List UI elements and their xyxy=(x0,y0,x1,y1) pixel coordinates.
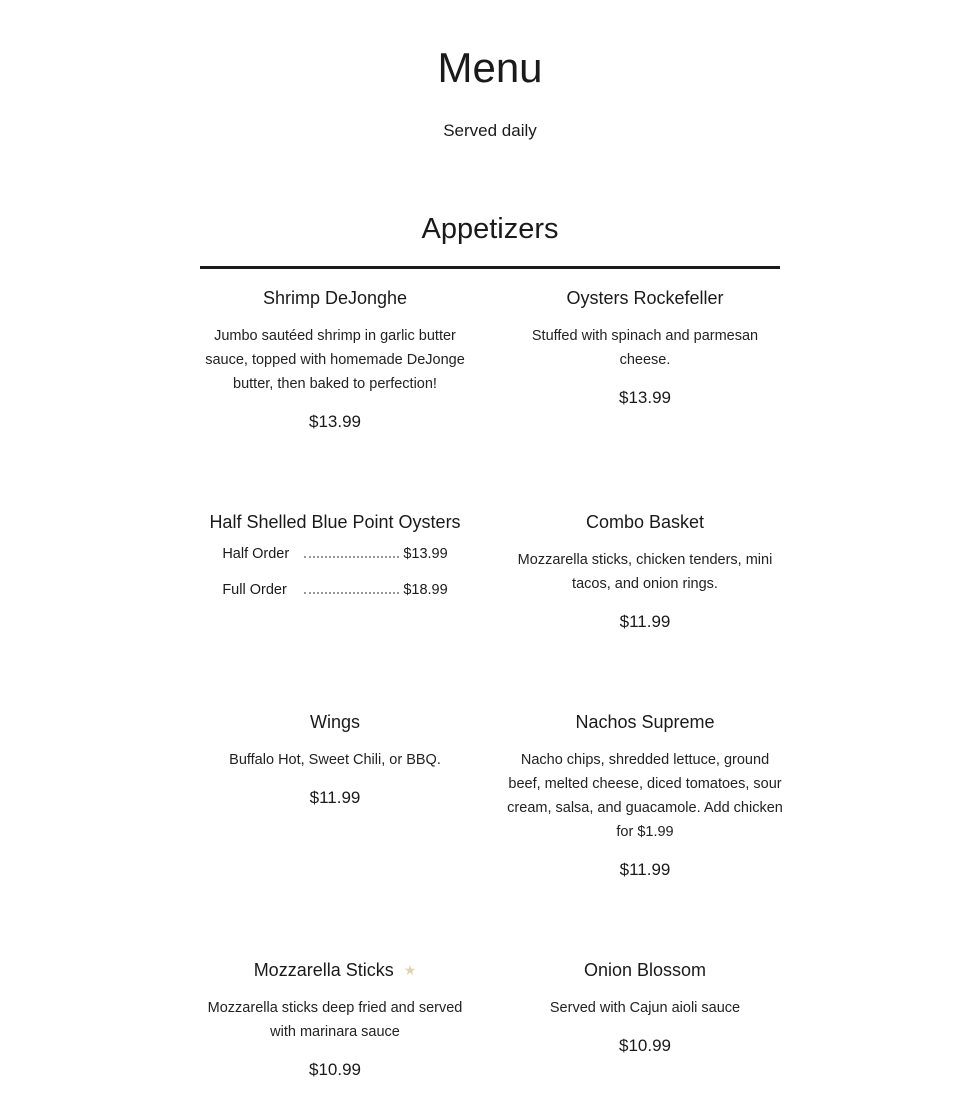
item-price: $13.99 xyxy=(309,412,361,431)
item-name: Half Shelled Blue Point Oysters xyxy=(209,512,461,532)
item-variant xyxy=(195,582,475,606)
item-name: Wings xyxy=(309,712,360,732)
item-name: Combo Basket xyxy=(585,512,705,532)
variant-label: Full Order xyxy=(222,582,287,598)
menu-item xyxy=(505,510,785,632)
menu-item xyxy=(195,958,475,1080)
item-name: Onion Blossom xyxy=(583,960,707,980)
item-description: Buffalo Hot, Sweet Chili, or BBQ. xyxy=(229,752,441,768)
variant-price: $18.99 xyxy=(403,582,448,598)
item-description: Served with Cajun aioli sauce xyxy=(549,1000,741,1016)
item-name: Nachos Supreme xyxy=(575,712,715,732)
dot-leader xyxy=(304,582,399,594)
item-name: Shrimp DeJonghe xyxy=(262,288,408,308)
variant-label: Half Order xyxy=(222,546,290,562)
menu-item xyxy=(505,958,785,1056)
item-name: Oysters Rockefeller xyxy=(566,288,724,308)
item-description: Mozzarella sticks deep fried and served with marinara sauce xyxy=(207,1000,463,1040)
star-icon: ★ xyxy=(403,962,417,978)
item-description: Jumbo sautéed shrimp in garlic butter sauce, topped with homemade DeJonge butter, then baked to perfection! xyxy=(205,328,465,392)
item-description: Stuffed with spinach and parmesan cheese. xyxy=(531,328,759,368)
item-price: $11.99 xyxy=(309,788,361,807)
menu-item xyxy=(195,710,475,808)
item-price: $11.99 xyxy=(619,612,671,631)
section-title: Appetizers xyxy=(421,213,559,245)
item-description: Mozzarella sticks, chicken tenders, mini tacos, and onion rings. xyxy=(517,552,773,592)
page-subtitle: Served daily xyxy=(443,121,537,140)
menu-item xyxy=(505,286,785,408)
item-price: $10.99 xyxy=(309,1060,361,1079)
item-price: $11.99 xyxy=(619,860,671,879)
item-variant xyxy=(195,546,475,570)
page-title: Menu xyxy=(437,44,543,91)
section-divider xyxy=(200,266,780,269)
variant-price: $13.99 xyxy=(403,546,448,562)
menu-item xyxy=(195,510,475,606)
menu-item xyxy=(195,286,475,432)
item-name: Mozzarella Sticks xyxy=(253,960,394,980)
item-description: Nacho chips, shredded lettuce, ground beef, melted cheese, diced tomatoes, sour cream, salsa, and guacamole. Add chicken for $1.99 xyxy=(507,752,783,840)
dot-leader xyxy=(304,546,399,558)
item-price: $13.99 xyxy=(619,388,671,407)
item-price: $10.99 xyxy=(619,1036,671,1055)
menu-item xyxy=(505,710,785,880)
